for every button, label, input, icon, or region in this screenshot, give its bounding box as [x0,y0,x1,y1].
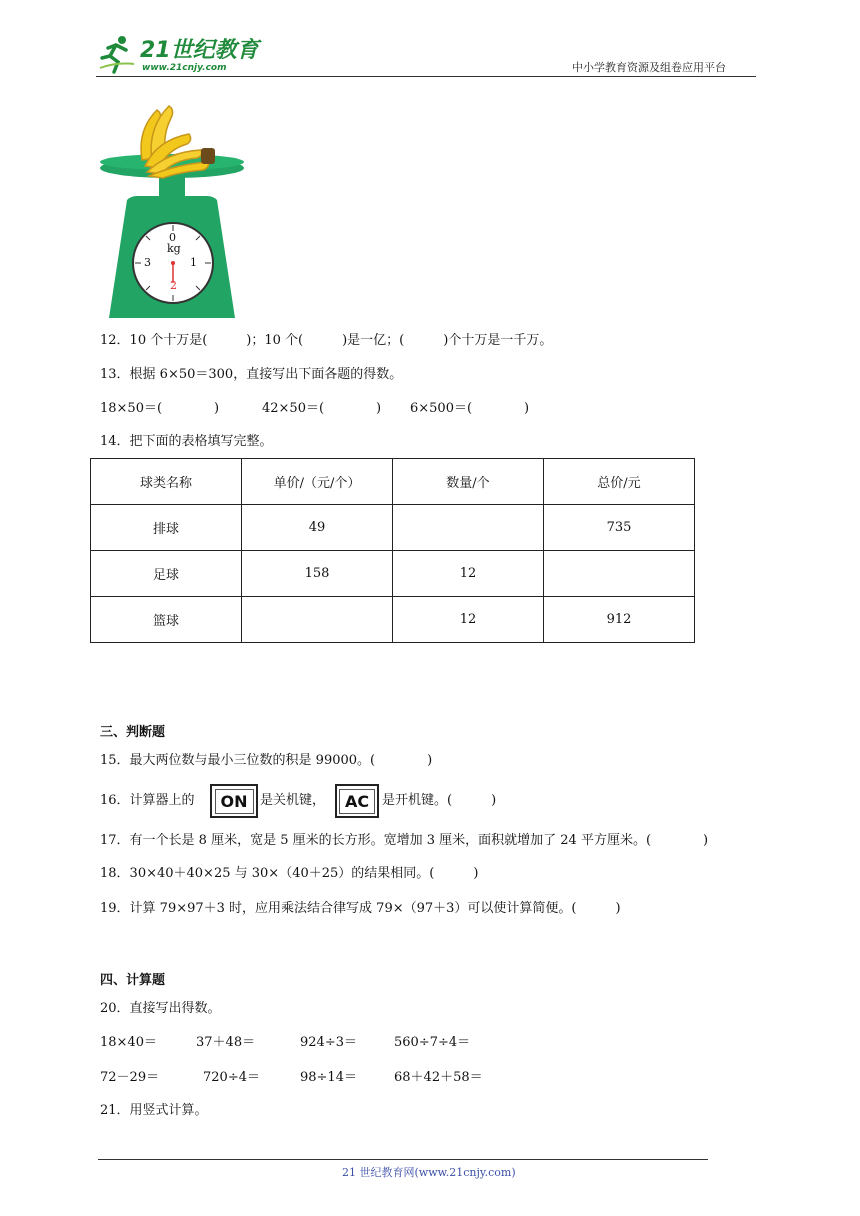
table-header-cell: 球类名称 [91,459,242,505]
section-4-title: 四、计算题 [100,973,166,988]
question-21: 21．用竖式计算。 [100,1103,208,1118]
table-cell [393,505,544,551]
dial-label-two: 2 [170,279,177,292]
question-16-suffix: 是开机键。( ) [382,793,497,808]
dial-label-unit: kg [167,242,181,255]
header-logo [96,34,266,74]
table-cell [242,597,393,643]
table-cell: 12 [393,551,544,597]
table-cell: 12 [393,597,544,643]
dial-label-one: 1 [190,256,197,269]
calc-item: 720÷4＝ [203,1070,260,1085]
question-14: 14．把下面的表格填写完整。 [100,434,273,449]
question-16-middle: 是关机键， [260,793,326,808]
table-cell: 足球 [91,551,242,597]
logo-text: 21世纪教育 [140,38,259,63]
table-cell: 735 [544,505,695,551]
dial-label-zero: 0 [169,231,176,244]
table-header-cell: 数量/个 [393,459,544,505]
calc-item: 37＋48＝ [196,1035,256,1050]
footer-divider [98,1159,708,1160]
table-cell [544,551,695,597]
ball-price-table [90,458,695,643]
table-cell: 912 [544,597,695,643]
header-divider [96,76,756,77]
calculator-ac-key-icon [335,784,379,818]
calc-item: 924÷3＝ [300,1035,357,1050]
table-row [91,551,695,597]
calc-item: 72－29＝ [100,1070,160,1085]
table-row [91,505,695,551]
question-17: 17．有一个长是 8 厘米，宽是 5 厘米的长方形。宽增加 3 厘米，面积就增加了 24 平方厘米。( ) [100,833,709,848]
question-13-a: 18×50＝( ) [100,401,220,416]
question-13-b: 42×50＝( ) [262,401,382,416]
table-header-cell: 单价/（元/个） [242,459,393,505]
question-19: 19．计算 79×97＋3 时，应用乘法结合律写成 79×（97＋3）可以使计算简便。( ) [100,901,621,916]
table-cell: 篮球 [91,597,242,643]
table-header-cell: 总价/元 [544,459,695,505]
question-18: 18．30×40＋40×25 与 30×（40＋25）的结果相同。( ) [100,866,479,881]
calc-item: 68＋42＋58＝ [394,1070,483,1085]
calculator-on-key-icon [210,784,258,818]
header-platform-text: 中小学教育资源及组卷应用平台 [572,61,726,74]
table-cell: 排球 [91,505,242,551]
table-row [91,597,695,643]
calc-item: 560÷7÷4＝ [394,1035,471,1050]
table-cell: 158 [242,551,393,597]
on-key-label: ON [215,789,254,814]
logo-url: www.21cnjy.com [142,63,227,73]
question-12: 12．10 个十万是( )；10 个( )是一亿；( )个十万是一千万。 [100,333,553,348]
question-15: 15．最大两位数与最小三位数的积是 99000。( ) [100,753,433,768]
question-13-c: 6×500＝( ) [410,401,530,416]
table-cell: 49 [242,505,393,551]
question-16-prefix: 16．计算器上的 [100,793,195,808]
question-20: 20．直接写出得数。 [100,1001,221,1016]
ac-key-label: AC [339,789,375,814]
section-3-title: 三、判断题 [100,725,166,740]
calc-item: 98÷14＝ [300,1070,357,1085]
banana-icon [141,106,215,178]
calc-item: 18×40＝ [100,1035,157,1050]
footer-text: 21 世纪教育网(www.21cnjy.com) [342,1166,516,1179]
question-13: 13．根据 6×50＝300，直接写出下面各题的得数。 [100,367,403,382]
table-header-row [91,459,695,505]
dial-label-three: 3 [144,256,151,269]
runner-logo-icon [96,34,136,74]
